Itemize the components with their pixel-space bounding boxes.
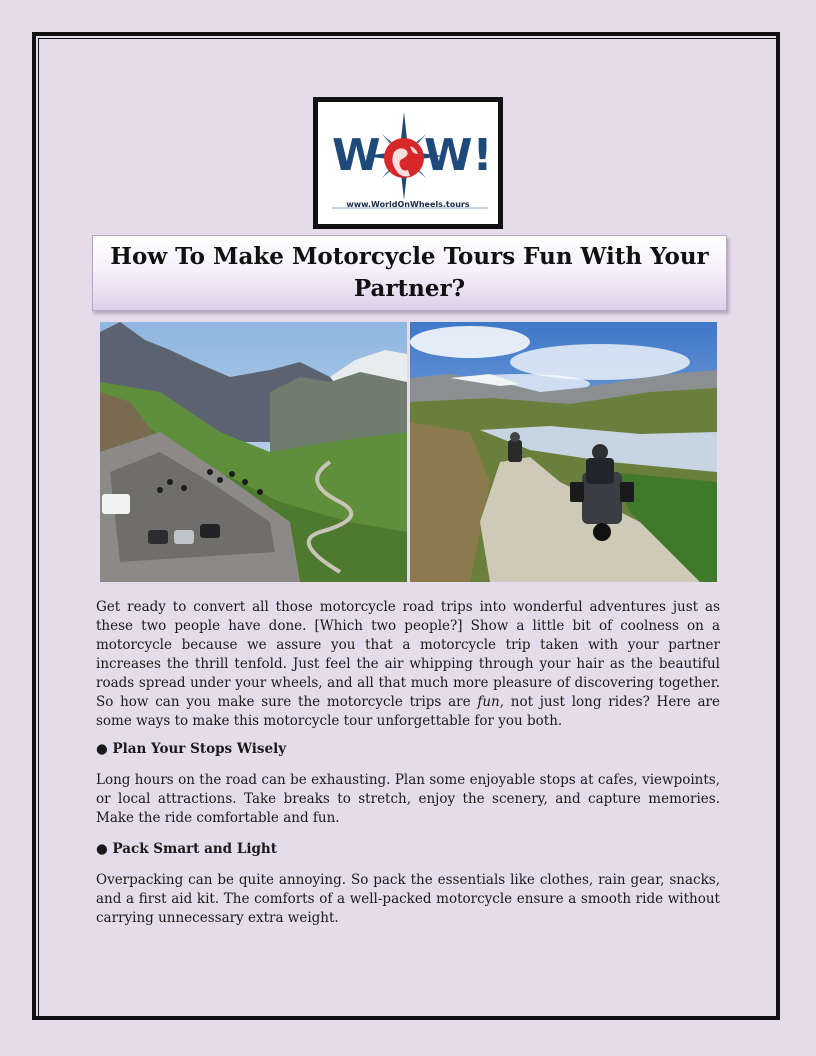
logo — [313, 97, 503, 229]
article-body — [96, 598, 720, 940]
intro-text-1: Get ready to convert all those motorcycle road trips into wonderful adventures just as these two people have done. [Which two people?] Show a little bit of coolness on a motorcycle because we assure you that a motorcycle trip taken with your partner increases the thrill tenfold. Just feel the air whipping through your hair as the beautiful roads spread under your wheels, and all that much more pleasure of discovering together. So how can you make sure the motorcycle trips are — [96, 599, 720, 710]
page-title: How To Make Motorcycle Tours Fun With Your Partner? — [110, 243, 709, 302]
logo-wordmark-left: W — [332, 130, 381, 181]
intro-paragraph — [96, 598, 720, 731]
motorcycle-riders-on-mountain-road-photo — [410, 322, 717, 582]
title-banner — [92, 235, 727, 311]
section-heading-plan-stops: ● Plan Your Stops Wisely — [96, 741, 287, 757]
intro-text-2: , not just long rides? Here are some ways to make this motorcycle tour unforgettable for you both. — [96, 694, 720, 729]
logo-wordmark-right: W! — [424, 130, 493, 181]
section-heading-pack-smart: ● Pack Smart and Light — [96, 841, 277, 857]
logo-url: www.WorldOnWheels.tours — [346, 200, 470, 209]
mountain-pass-parking-photo — [100, 322, 407, 582]
section-body-pack-smart: Overpacking can be quite annoying. So pack the essentials like clothes, rain gear, snacks, and a first aid kit. The comforts of a well-packed motorcycle ensure a smooth ride without carrying unnecessary extra weight. — [96, 872, 720, 926]
section-body-plan-stops: Long hours on the road can be exhausting. Plan some enjoyable stops at cafes, viewpoints, or local attractions. Take breaks to stretch, enjoy the scenery, and capture memories. Make the ride comfortable and fun. — [96, 772, 720, 826]
intro-emphasis: fun — [477, 694, 500, 710]
